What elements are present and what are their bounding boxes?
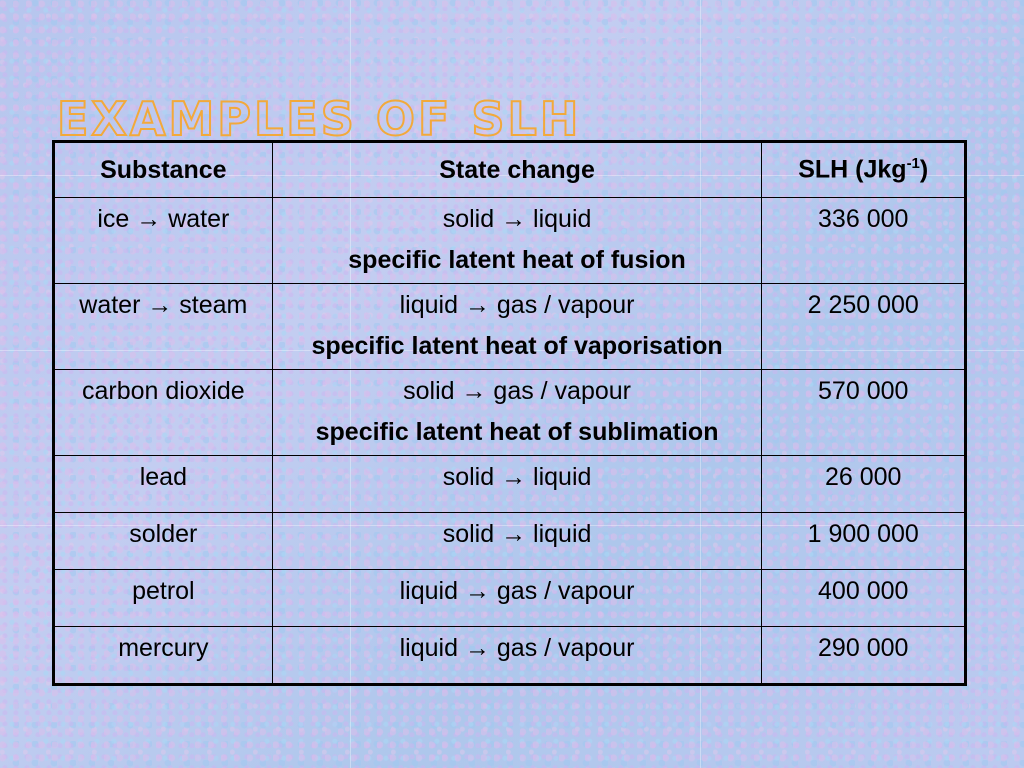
table-row [54,627,966,685]
cell-slh-value: 1 900 000 [762,513,966,570]
cell-substance: water → steam [54,284,273,370]
header-state-change: State change [272,142,762,198]
cell-substance: carbon dioxide [54,370,273,456]
header-slh-exponent: -1 [906,155,920,173]
cell-slh-value: 2 250 000 [762,284,966,370]
cell-substance: solder [54,513,273,570]
cell-substance: mercury [54,627,273,685]
cell-state-change [272,198,762,284]
state-change-text: solid → liquid [442,205,592,233]
cell-state-change: solid → liquid [272,513,762,570]
cell-state-change [272,284,762,370]
cell-slh-value: 290 000 [762,627,966,685]
cell-state-change: solid → liquid [272,456,762,513]
table-header-row [54,142,966,198]
cell-slh-value: 570 000 [762,370,966,456]
table-row [54,570,966,627]
cell-slh-value: 400 000 [762,570,966,627]
slide-title: EXAMPLES OF SLH [57,92,582,146]
table-row [54,198,966,284]
cell-state-change: liquid → gas / vapour [272,570,762,627]
latent-heat-type: specific latent heat of vaporisation [311,332,723,360]
header-substance: Substance [54,142,273,198]
cell-slh-value: 336 000 [762,198,966,284]
cell-substance: petrol [54,570,273,627]
slh-table [52,140,967,686]
header-slh-prefix: SLH (Jkg [798,155,907,184]
cell-substance: ice → water [54,198,273,284]
state-change-text: liquid → gas / vapour [399,291,635,319]
table-row [54,513,966,570]
latent-heat-type: specific latent heat of fusion [348,246,686,274]
cell-state-change: liquid → gas / vapour [272,627,762,685]
header-slh-suffix: ) [919,155,929,184]
cell-slh-value: 26 000 [762,456,966,513]
cell-substance: lead [54,456,273,513]
table-row [54,456,966,513]
table-row [54,370,966,456]
table-row [54,284,966,370]
header-slh [762,142,966,198]
cell-state-change [272,370,762,456]
state-change-text: solid → gas / vapour [403,377,632,405]
latent-heat-type: specific latent heat of sublimation [315,418,719,446]
